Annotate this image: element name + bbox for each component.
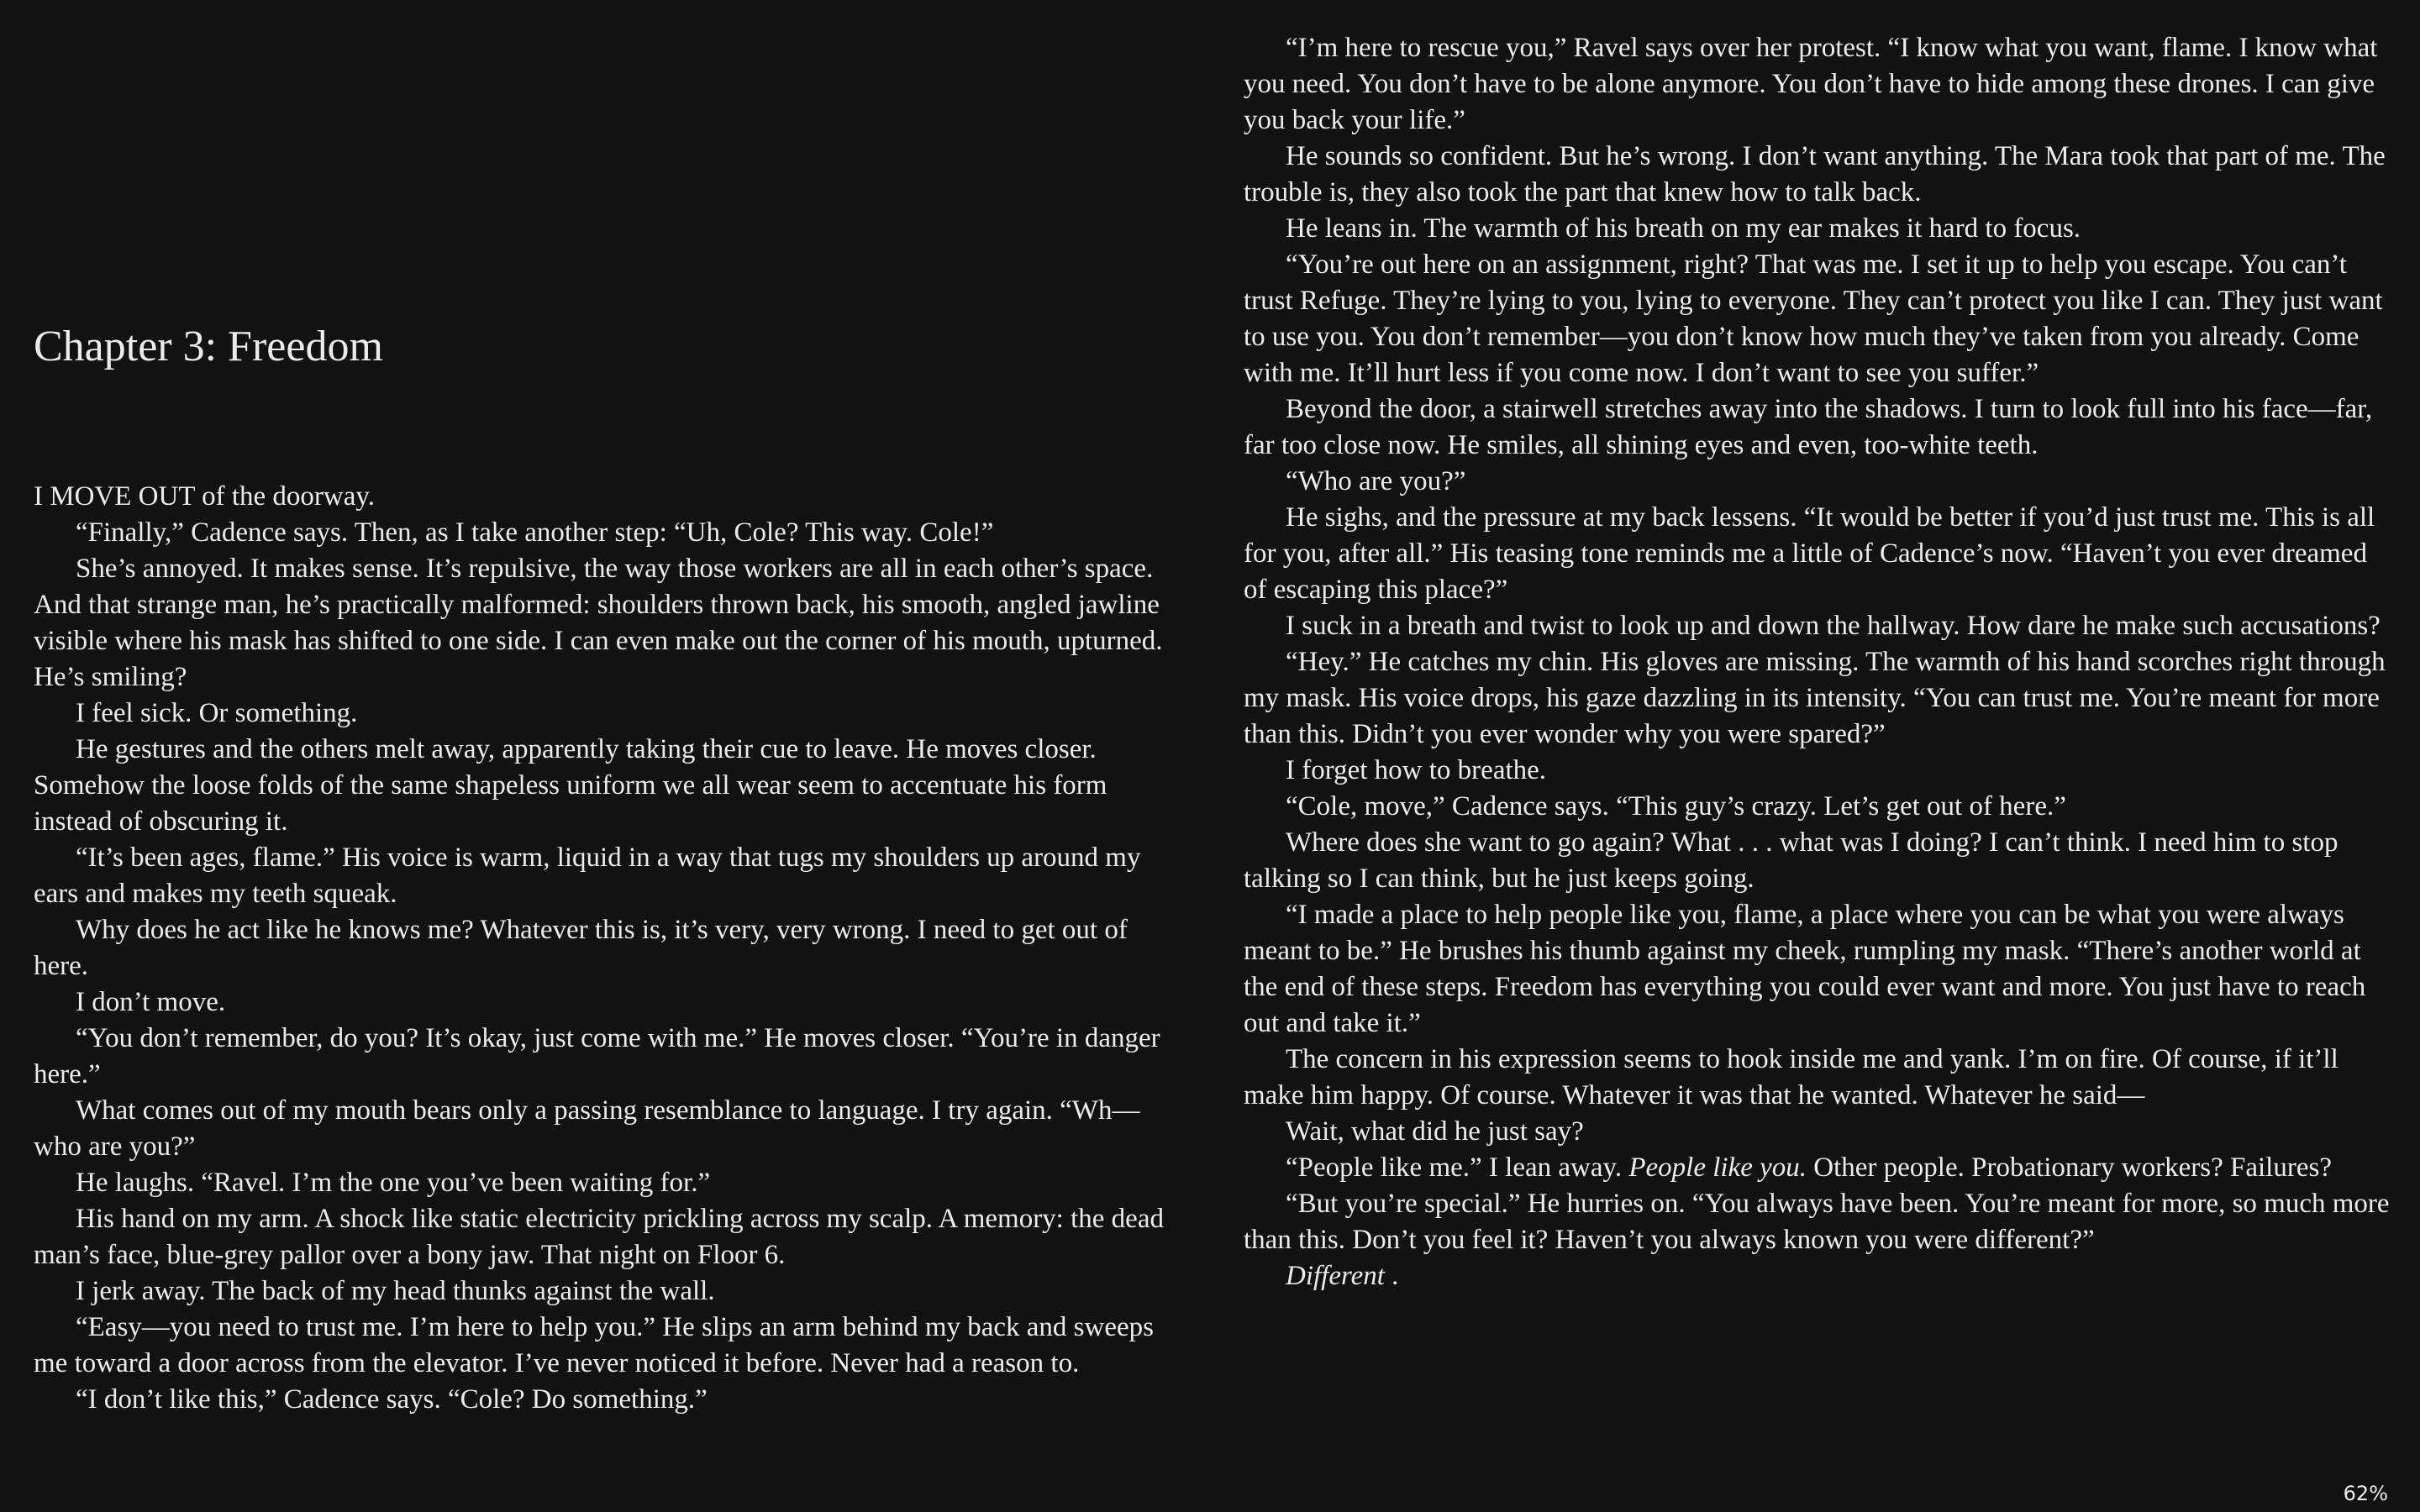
paragraph: I feel sick. Or something. bbox=[76, 698, 358, 728]
paragraph-text: Other people. Probationary workers? Failures? bbox=[1807, 1152, 2332, 1183]
paragraph: He leans in. The warmth of his breath on my ear makes it hard to focus. bbox=[1286, 213, 2081, 244]
paragraph: The concern in his expression seems to hook inside me and yank. I’m on fire. Of course, if it’ll make him happy. Of course. Whatever it was that he wanted. Whatever he said— bbox=[1244, 1044, 2338, 1110]
paragraph: “I don’t like this,” Cadence says. “Cole? Do something.” bbox=[76, 1384, 708, 1415]
paragraph: I forget how to breathe. bbox=[1286, 755, 1547, 785]
paragraph: I jerk away. The back of my head thunks against the wall. bbox=[76, 1276, 715, 1306]
paragraph: “Hey.” He catches my chin. His gloves are missing. The warmth of his hand scorches right through my mask. His voice drops, his gaze dazzling in its intensity. “You can trust me. You’re meant for more than this. Didn’t you ever wonder why you were spared?” bbox=[1244, 647, 2386, 749]
left-page bbox=[34, 0, 1185, 1512]
right-page-text bbox=[1244, 30, 2395, 1294]
paragraph: He sounds so confident. But he’s wrong. I don’t want anything. The Mara took that part of me. The trouble is, they also took the part that knew how to talk back. bbox=[1244, 141, 2386, 207]
paragraph: “Who are you?” bbox=[1286, 466, 1466, 496]
right-page bbox=[1244, 0, 2395, 1512]
reading-progress-indicator: 62% bbox=[2343, 1482, 2388, 1505]
paragraph bbox=[1244, 1150, 2395, 1186]
emphasized-text: Different bbox=[1286, 1261, 1385, 1291]
paragraph: Wait, what did he just say? bbox=[1286, 1116, 1584, 1147]
left-page-text bbox=[34, 479, 1185, 1418]
paragraph: Beyond the door, a stairwell stretches away into the shadows. I turn to look full into his face—far, far too close now. He smiles, all shining eyes and even, too-white teeth. bbox=[1244, 394, 2373, 460]
paragraph: “Easy—you need to trust me. I’m here to help you.” He slips an arm behind my back and sweeps me toward a door across from the elevator. I’ve never noticed it before. Never had a reason to. bbox=[34, 1312, 1154, 1378]
paragraph: I don’t move. bbox=[76, 987, 226, 1017]
paragraph: “You don’t remember, do you? It’s okay, just come with me.” He moves closer. “You’re in danger here.” bbox=[34, 1023, 1160, 1089]
paragraph: Why does he act like he knows me? Whatever this is, it’s very, very wrong. I need to get out of here. bbox=[34, 915, 1128, 981]
paragraph: His hand on my arm. A shock like static electricity prickling across my scalp. A memory: the dead man’s face, blue-grey pallor over a bony jaw. That night on Floor 6. bbox=[34, 1204, 1164, 1270]
paragraph: “Finally,” Cadence says. Then, as I take another step: “Uh, Cole? This way. Cole!” bbox=[76, 517, 994, 548]
paragraph: I MOVE OUT of the doorway. bbox=[34, 481, 376, 512]
paragraph: “I’m here to rescue you,” Ravel says over her protest. “I know what you want, flame. I know what you need. You don’t have to be alone anymore. You don’t have to hide among these drones. I can give you back your life.” bbox=[1244, 33, 2378, 135]
chapter-title: Chapter 3: Freedom bbox=[34, 323, 383, 370]
paragraph: What comes out of my mouth bears only a passing resemblance to language. I try again. “Wh—who are you?” bbox=[34, 1095, 1140, 1162]
paragraph-text: “People like me.” I lean away. bbox=[1286, 1152, 1629, 1183]
paragraph: She’s annoyed. It makes sense. It’s repulsive, the way those workers are all in each other’s space. And that strange man, he’s practically malformed: shoulders thrown back, his smooth, angled jawline visible where his mask has shifted to one side. I can even make out the corner of his mouth, upturned. He’s smiling? bbox=[34, 554, 1163, 692]
emphasized-text: People like you. bbox=[1628, 1152, 1807, 1183]
paragraph: He sighs, and the pressure at my back lessens. “It would be better if you’d just trust me. This is all for you, after all.” His teasing tone reminds me a little of Cadence’s now. “Haven’t you ever dreamed of escaping this place?” bbox=[1244, 502, 2375, 605]
paragraph: He gestures and the others melt away, apparently taking their cue to leave. He moves closer. Somehow the loose folds of the same shapeless uniform we all wear seem to accentuate his form instead of obscuring it. bbox=[34, 734, 1107, 837]
paragraph bbox=[1244, 1258, 2395, 1294]
paragraph: I suck in a breath and twist to look up and down the hallway. How dare he make such accusations? bbox=[1286, 611, 2381, 641]
paragraph: “Cole, move,” Cadence says. “This guy’s crazy. Let’s get out of here.” bbox=[1286, 791, 2066, 822]
paragraph: Where does she want to go again? What . . . what was I doing? I can’t think. I need him to stop talking so I can think, but he just keeps going. bbox=[1244, 827, 2338, 894]
paragraph: “It’s been ages, flame.” His voice is warm, liquid in a way that tugs my shoulders up around my ears and makes my teeth squeak. bbox=[34, 843, 1141, 909]
paragraph: “You’re out here on an assignment, right? That was me. I set it up to help you escape. You can’t trust Refuge. They’re lying to you, lying to everyone. They can’t protect you like I can. They just want to use you. You don’t remember—you don’t know how much they’ve taken from you already. Come with me. It’ll hurt less if you come now. I don’t want to see you suffer.” bbox=[1244, 249, 2383, 388]
paragraph: He laughs. “Ravel. I’m the one you’ve been waiting for.” bbox=[76, 1168, 711, 1198]
paragraph: “But you’re special.” He hurries on. “You always have been. You’re meant for more, so much more than this. Don’t you feel it? Haven’t you always known you were different?” bbox=[1244, 1189, 2390, 1255]
paragraph: “I made a place to help people like you, flame, a place where you can be what you were always meant to be.” He brushes his thumb against my cheek, rumpling my mask. “There’s another world at the end of these steps. Freedom has everything you could ever want and more. You just have to reach out and take it.” bbox=[1244, 900, 2366, 1038]
paragraph-text: . bbox=[1384, 1261, 1399, 1291]
